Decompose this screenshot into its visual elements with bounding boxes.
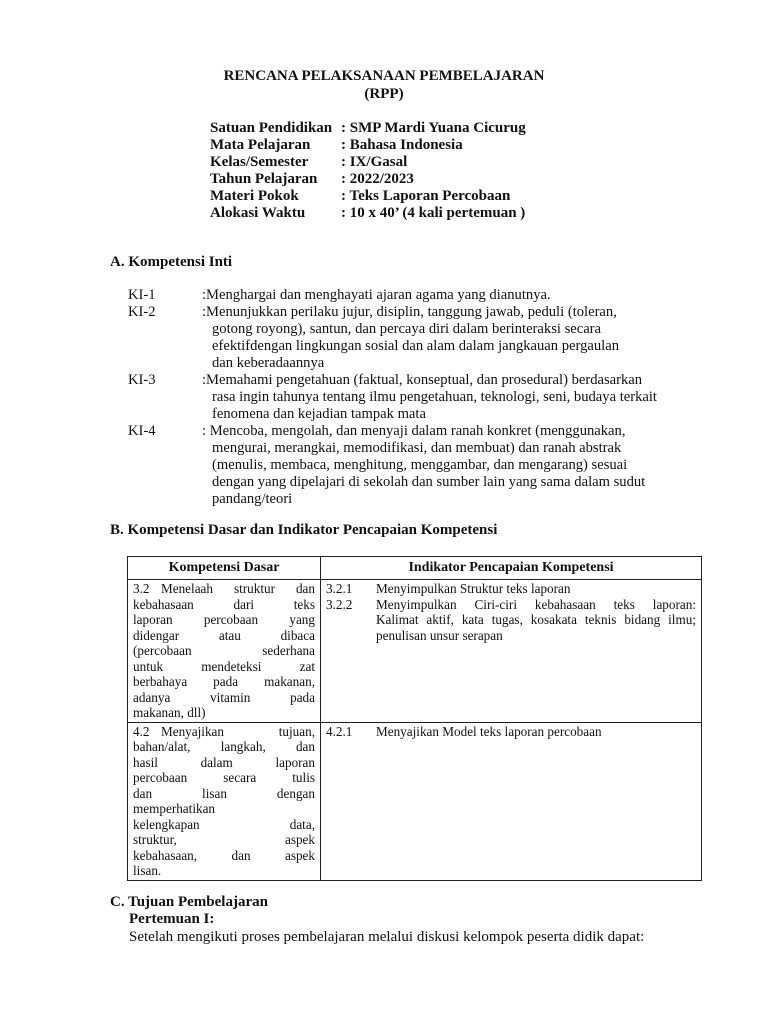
ki-line: fenomena dan kejadian tampak mata bbox=[212, 406, 426, 422]
kd-cell bbox=[128, 580, 321, 723]
intro-paragraph: Setelah mengikuti proses pembelajaran melalui diskusi kelompok peserta didik dapat: bbox=[129, 929, 645, 945]
indicator-line: Menyajikan Model teks laporan percobaan bbox=[376, 723, 602, 739]
kd-text bbox=[161, 581, 315, 597]
identity-value: : SMP Mardi Yuana Cicurug bbox=[341, 120, 526, 136]
kd-text bbox=[161, 724, 315, 740]
kd-line: kebahasaan, dan aspek bbox=[133, 847, 315, 863]
kd-line: didengar atau dibaca bbox=[133, 627, 315, 643]
ki-item bbox=[128, 372, 696, 423]
ki-text bbox=[202, 304, 696, 372]
identity-value: : 10 x 40’ (4 kali pertemuan ) bbox=[341, 205, 526, 221]
indicator-item bbox=[326, 724, 696, 740]
kd-line: (percobaan sederhana bbox=[133, 643, 315, 658]
indicator-item bbox=[326, 597, 696, 644]
identity-label: Satuan Pendidikan bbox=[210, 120, 333, 136]
indicator-number: 4.2.1 bbox=[326, 723, 353, 739]
column-header: Indikator Pencapaian Kompetensi bbox=[321, 557, 702, 580]
kd-number: 4.2 bbox=[133, 723, 150, 739]
kd-line: untuk mendeteksi zat bbox=[133, 658, 315, 674]
identity-label: Alokasi Waktu bbox=[210, 205, 306, 221]
identity-label: Mata Pelajaran bbox=[210, 137, 311, 153]
column-header: Kompetensi Dasar bbox=[128, 557, 321, 580]
identity-block bbox=[210, 120, 526, 222]
competency-table bbox=[127, 556, 702, 881]
ki-item bbox=[128, 304, 696, 372]
meeting-heading: Pertemuan I: bbox=[129, 911, 215, 927]
kd-line: bahan/alat, langkah, dan bbox=[133, 739, 315, 754]
indicator-number: 3.2.2 bbox=[326, 596, 353, 612]
kd-cell bbox=[128, 722, 321, 880]
ki-line: gotong royong), santun, dan percaya diri dalam berinteraksi secara bbox=[212, 321, 602, 337]
section-b-heading: B. Kompetensi Dasar dan Indikator Pencapaian Kompetensi bbox=[110, 522, 498, 538]
kd-line: Menyajikan tujuan, bbox=[161, 723, 315, 739]
indicator-item bbox=[326, 581, 696, 597]
ki-line: :Memahami pengetahuan (faktual, konseptual, dan prosedural) berdasarkan bbox=[202, 372, 643, 388]
ki-line: : Mencoba, mengolah, dan menyaji dalam ranah konkret (menggunakan, bbox=[202, 423, 626, 439]
indicator-line: penulisan unsur serapan bbox=[376, 627, 503, 643]
kd-number: 3.2 bbox=[133, 581, 150, 596]
kd-line: percobaan secara tulis bbox=[133, 770, 315, 785]
ki-line: :Menunjukkan perilaku jujur, disiplin, tanggung jawab, peduli (toleran, bbox=[202, 304, 617, 320]
kd-line: adanya vitamin pada bbox=[133, 689, 315, 705]
ki-code: KI-3 bbox=[128, 372, 156, 388]
kd-text-continued bbox=[133, 739, 315, 879]
kd-line: laporan percobaan yang bbox=[133, 612, 315, 627]
identity-row bbox=[210, 137, 526, 154]
kd-line: Menelaah struktur dan bbox=[161, 581, 315, 596]
ki-line: rasa ingin tahunya tentang ilmu pengetahuan, teknologi, seni, budaya terkait bbox=[212, 389, 657, 405]
indicator-line: Menyimpulkan Ciri-ciri kebahasaan teks laporan: bbox=[376, 596, 696, 612]
identity-label: Tahun Pelajaran bbox=[210, 171, 318, 187]
table-header-row bbox=[128, 557, 702, 580]
identity-row bbox=[210, 205, 526, 222]
indicator-line: Menyimpulkan Struktur teks laporan bbox=[376, 581, 571, 596]
document-title: RENCANA PELAKSANAAN PEMBELAJARAN bbox=[223, 68, 545, 84]
identity-row bbox=[210, 171, 526, 188]
ki-item bbox=[128, 287, 696, 304]
indicator-line: Kalimat aktif, kata tugas, kosakata teknis bidang ilmu; bbox=[376, 612, 696, 627]
kd-line: struktur, aspek bbox=[133, 832, 315, 847]
ki-code: KI-1 bbox=[128, 287, 156, 303]
indicator-cell bbox=[321, 580, 702, 723]
identity-value: : Bahasa Indonesia bbox=[341, 137, 463, 153]
indicator-number: 3.2.1 bbox=[326, 581, 353, 596]
identity-label: Materi Pokok bbox=[210, 188, 299, 204]
ki-line: dengan yang dipelajari di sekolah dan sumber lain yang sama dalam sudut bbox=[212, 474, 646, 490]
identity-value: : Teks Laporan Percobaan bbox=[341, 188, 511, 204]
ki-line: mengurai, merangkai, memodifikasi, dan membuat) dan ranah abstrak bbox=[212, 440, 622, 456]
ki-line: pandang/teori bbox=[212, 491, 293, 507]
kd-line: lisan. bbox=[133, 863, 162, 878]
kd-line: makanan, dll) bbox=[133, 705, 206, 720]
ki-text: :Menghargai dan menghayati ajaran agama yang dianutnya. bbox=[202, 287, 551, 303]
kd-line: dan lisan dengan bbox=[133, 785, 315, 801]
identity-label: Kelas/Semester bbox=[210, 154, 309, 170]
ki-item bbox=[128, 423, 696, 508]
ki-text bbox=[202, 423, 696, 508]
ki-line: efektifdengan lingkungan sosial dan alam dalam jangkauan pergaulan bbox=[212, 338, 620, 354]
ki-line: (menulis, membaca, menghitung, menggambar, dan mengarang) sesuai bbox=[212, 457, 628, 473]
ki-line: dan keberadaannya bbox=[212, 355, 325, 371]
ki-text bbox=[202, 372, 696, 423]
kd-line: kelengkapan data, bbox=[133, 816, 315, 832]
indicator-cell bbox=[321, 722, 702, 880]
ki-code: KI-4 bbox=[128, 423, 156, 439]
identity-value: : IX/Gasal bbox=[341, 154, 408, 170]
table-row bbox=[128, 722, 702, 880]
document-subtitle: (RPP) bbox=[364, 86, 404, 102]
section-a-heading: A. Kompetensi Inti bbox=[110, 254, 233, 270]
identity-value: : 2022/2023 bbox=[341, 171, 414, 187]
kd-line: hasil dalam laporan bbox=[133, 754, 315, 770]
kd-line: memperhatikan bbox=[133, 801, 216, 816]
table-row bbox=[128, 580, 702, 723]
kd-text-continued bbox=[133, 597, 315, 721]
ki-code: KI-2 bbox=[128, 304, 156, 320]
identity-row bbox=[210, 154, 526, 171]
identity-row bbox=[210, 188, 526, 205]
section-c-heading: C. Tujuan Pembelajaran bbox=[110, 894, 268, 910]
identity-row bbox=[210, 120, 526, 137]
kd-line: berbahaya pada makanan, bbox=[133, 674, 315, 689]
kd-line: kebahasaan dari teks bbox=[133, 596, 315, 612]
